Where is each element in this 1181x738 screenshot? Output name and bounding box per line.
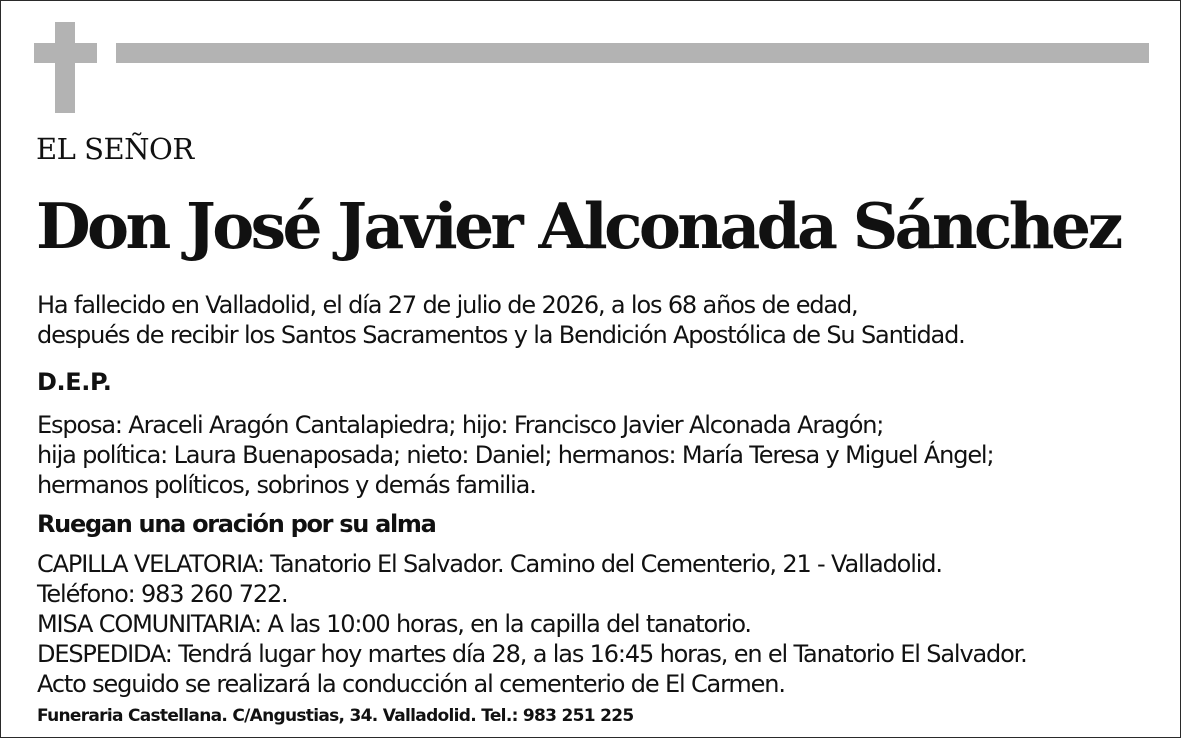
service-line: Teléfono: 983 260 722. [37,580,288,608]
family-list [37,410,993,500]
header-rule [116,43,1149,63]
cross-icon-vertical [55,22,75,113]
service-line: Acto seguido se realizará la conducción al cementerio de El Carmen. [37,670,785,698]
death-line: Ha fallecido en Valladolid, el día 27 de julio de 2026, a los 68 años de edad, [37,291,858,319]
service-line: CAPILLA VELATORIA: Tanatorio El Salvador. Camino del Cementerio, 21 - Valladolid. [37,550,942,578]
family-line: Esposa: Araceli Aragón Cantalapiedra; hijo: Francisco Javier Alconada Aragón; [37,411,884,439]
service-line: MISA COMUNITARIA: A las 10:00 horas, en la capilla del tanatorio. [37,610,751,638]
rip-text: D.E.P. [37,368,112,396]
death-line: después de recibir los Santos Sacramentos y la Bendición Apostólica de Su Santidad. [37,321,965,349]
deceased-name: Don José Javier Alconada Sánchez [36,189,1120,263]
family-line: hermanos políticos, sobrinos y demás familia. [37,471,536,499]
funeral-home-footer: Funeraria Castellana. C/Angustias, 34. Valladolid. Tel.: 983 251 225 [37,706,634,726]
family-line: hija política: Laura Buenaposada; nieto: Daniel; hermanos: María Teresa y Miguel Ángel; [37,441,994,469]
death-announcement [37,290,965,350]
prayer-request: Ruegan una oración por su alma [37,510,436,538]
service-line: DESPEDIDA: Tendrá lugar hoy martes día 28, a las 16:45 horas, en el Tanatorio El Salvador. [37,640,1027,668]
cross-icon-horizontal [34,43,97,63]
service-details [37,549,1027,699]
honorific-title: EL SEÑOR [36,132,194,166]
